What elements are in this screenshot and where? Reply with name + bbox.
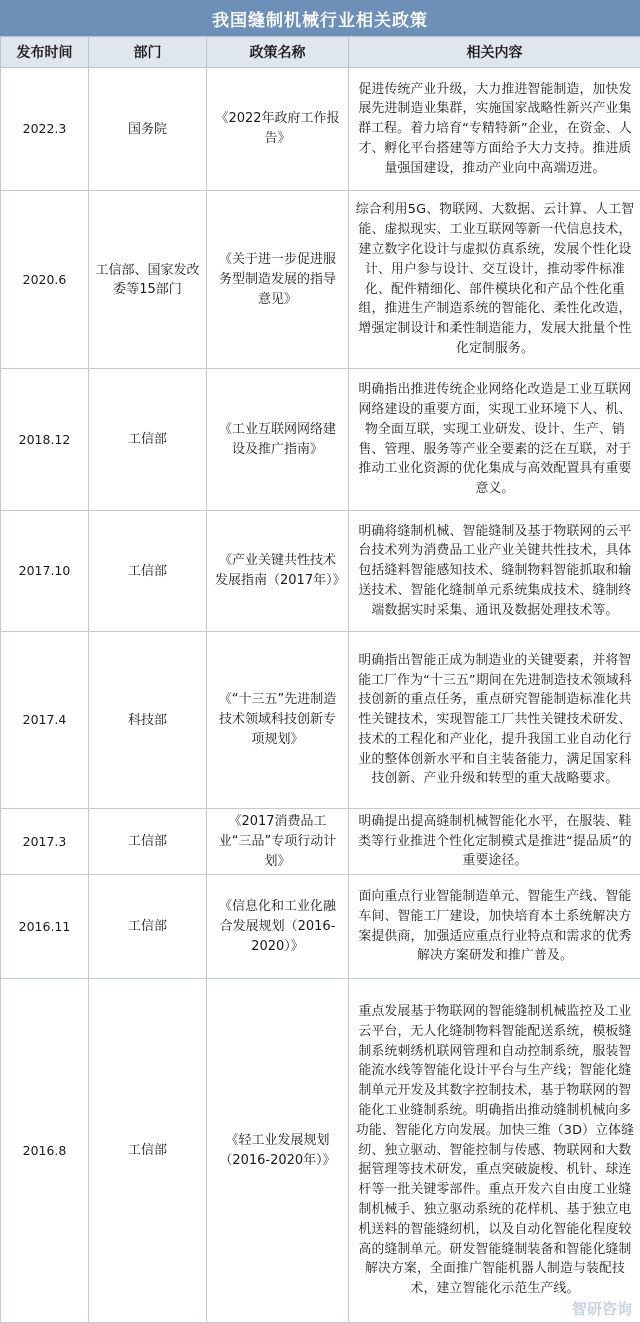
row-content: 促进传统产业升级，大力推进智能制造，加快发展先进制造业集群，实施国家战略性新兴产业集群工程。着力培育“专精特新”企业，在资金、人才、孵化平台搭建等方面给予大力支持。推进质量强国建设，推动产业向中高端迈进。	[349, 68, 640, 191]
row-content: 重点发展基于物联网的智能缝制机械监控及工业云平台，无人化缝制物料智能配送系统，模板缝制系统刺绣机联网管理和自动控制系统，服装智能流水线等智能化设计平台与生产线；智能化缝制单元开发及其数字控制技术，基于物联网的智能化工业缝制系统。明确指出推动缝制机械向多功能、智能化方向发展。加快三维（3D）立体缝纫、独立驱动、智能控制与传感、物联网和大数据管理等技术研发，重点突破旋梭、机针、球连杆等一批关键零部件。重点开发六自由度工业缝制机械手、独立驱动系统的花样机、基于独立电机送料的智能缝纫机，以及自动化智能化程度较高的缝制单元。研发智能缝制装备和智能化缝制解决方案，全面推广智能机器人制造与装配技术，建立智能化示范生产线。	[349, 979, 640, 1323]
row-policy-name: 《产业关键共性技术发展指南（2017年）》	[207, 511, 349, 632]
row-policy-name: 《信息化和工业化融合发展规划（2016-2020）》	[207, 875, 349, 979]
row-policy-name: 《轻工业发展规划（2016-2020年）》	[207, 979, 349, 1323]
row-content: 明确提出提高缝制机械智能化水平，在服装、鞋类等行业推进个性化定制模式是推进“提品质”的重要途径。	[349, 809, 640, 875]
row-department: 科技部	[89, 632, 207, 809]
header-row	[1, 37, 640, 68]
watermark-logo: 智研咨询	[571, 1300, 632, 1318]
row-department: 工信部、国家发改委等15部门	[89, 191, 207, 369]
header-department: 部门	[89, 37, 207, 68]
row-content: 面向重点行业智能制造单元、智能生产线、智能车间、智能工厂建设，加快培育本土系统解决方案提供商，加强适应重点行业特点和需求的优秀解决方案研发和推广普及。	[349, 875, 640, 979]
row-content: 综合利用5G、物联网、大数据、云计算、人工智能、虚拟现实、工业互联网等新一代信息技术，建立数字化设计与虚拟仿真系统，发展个性化设计、用户参与设计、交互设计，推动零件标准化、配件精细化、部件模块化和产品个性化重组，推进生产制造系统的智能化、柔性化改造，增强定制设计和柔性制造能力，发展大批量个性化定制服务。	[349, 191, 640, 369]
row-content: 明确指出推进传统企业网络化改造是工业互联网网络建设的重要方面，实现工业环境下人、机、物全面互联，实现工业研发、设计、生产、销售、管理、服务等产业全要素的泛在互联，对于推动工业化资源的优化集成与高效配置具有重要意义。	[349, 369, 640, 511]
row-department: 国务院	[89, 68, 207, 191]
table-row	[1, 809, 640, 875]
row-department: 工信部	[89, 369, 207, 511]
row-content: 明确指出智能正成为制造业的关键要素，并将智能工厂作为“十三五”期间在先进制造技术领域科技创新的重点任务，重点研究智能制造标准化共性关键技术，实现智能工厂共性关键技术研发、技术的工程化和产业化，提升我国工业自动化行业的整体创新水平和自主装备能力，满足国家科技创新、产业升级和转型的重大战略要求。	[349, 632, 640, 809]
header-content: 相关内容	[349, 37, 640, 68]
table-row	[1, 632, 640, 809]
row-date: 2017.10	[1, 511, 89, 632]
table-row	[1, 68, 640, 191]
row-date: 2022.3	[1, 68, 89, 191]
header-policy-name: 政策名称	[207, 37, 349, 68]
table-row	[1, 191, 640, 369]
table-row	[1, 979, 640, 1323]
table-title: 我国缝制机械行业相关政策	[0, 0, 640, 36]
row-policy-name: 《2017消费品工业“三品”专项行动计划》	[207, 809, 349, 875]
row-content: 明确将缝制机械、智能缝制及基于物联网的云平台技术列为消费品工业产业关键共性技术，具体包括缝料智能感知技术、缝制物料智能抓取和输送技术、智能化缝制单元系统集成技术、缝制终端数据实时采集、通讯及数据处理技术等。	[349, 511, 640, 632]
row-policy-name: 《关于进一步促进服务型制造发展的指导意见》	[207, 191, 349, 369]
table-row	[1, 369, 640, 511]
row-date: 2016.8	[1, 979, 89, 1323]
table-row	[1, 511, 640, 632]
row-date: 2018.12	[1, 369, 89, 511]
row-department: 工信部	[89, 809, 207, 875]
row-policy-name: 《工业互联网网络建设及推广指南》	[207, 369, 349, 511]
row-department: 工信部	[89, 511, 207, 632]
policy-table	[0, 36, 640, 1323]
row-date: 2016.11	[1, 875, 89, 979]
row-date: 2017.4	[1, 632, 89, 809]
header-date: 发布时间	[1, 37, 89, 68]
row-department: 工信部	[89, 875, 207, 979]
row-date: 2017.3	[1, 809, 89, 875]
row-policy-name: 《2022年政府工作报告》	[207, 68, 349, 191]
row-policy-name: 《“十三五”先进制造技术领域科技创新专项规划》	[207, 632, 349, 809]
row-department: 工信部	[89, 979, 207, 1323]
table-row	[1, 875, 640, 979]
row-date: 2020.6	[1, 191, 89, 369]
